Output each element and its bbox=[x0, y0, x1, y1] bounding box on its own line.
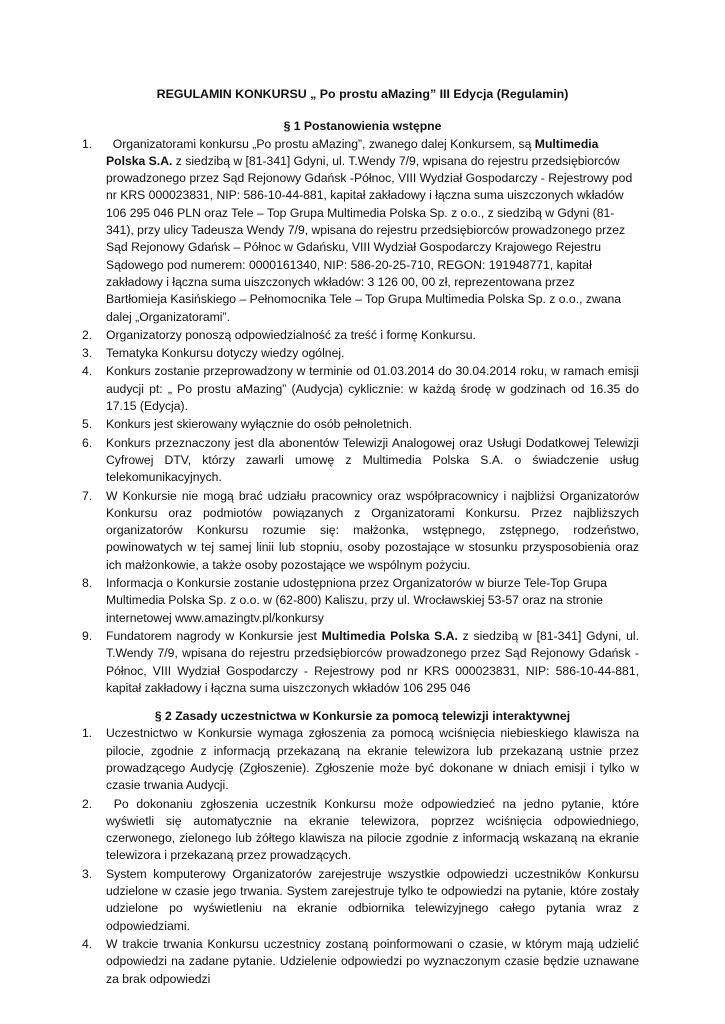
company-name: Multimedia Polska S.A. bbox=[321, 628, 458, 643]
item-text: System komputerowy Organizatorów zarejestruje wszystkie odpowiedzi uczestników Konkursu udzielone w czasie jego trwania. System zarejestruje tylko te odpowiedzi na pytanie, które zostały udzielone po wyświetleniu na ekranie odbiornika telewizyjnego całego pytania wraz z odpowiedziami. bbox=[106, 866, 639, 933]
list-item bbox=[82, 936, 639, 988]
item-text-pre: Organizatorami konkursu „Po prostu aMazing”, zwanego dalej Konkursem, są bbox=[106, 136, 535, 151]
section-1-list bbox=[82, 136, 639, 698]
section-2-list bbox=[82, 725, 639, 987]
list-item bbox=[82, 628, 639, 697]
item-number: 2. bbox=[82, 327, 93, 342]
section-2-heading: § 2 Zasady uczestnictwa w Konkursie za pomocą telewizji interaktywnej bbox=[154, 709, 571, 724]
list-item bbox=[82, 416, 639, 433]
list-item bbox=[82, 345, 639, 362]
item-number: 4. bbox=[82, 364, 93, 379]
item-number: 3. bbox=[82, 866, 93, 881]
item-number: 1. bbox=[82, 136, 93, 151]
item-number: 6. bbox=[82, 435, 93, 450]
item-text-pre: Fundatorem nagrody w Konkursie jest bbox=[106, 628, 322, 643]
item-text: Konkurs zostanie przeprowadzony w terminie od 01.03.2014 do 30.04.2014 roku, w ramach emisji audycji pt: „ Po prostu aMazing” (Audycja) cyklicznie: w każdą środę w godzinach od 16.35 do 17.15 (Edycja). bbox=[106, 364, 639, 414]
company-name: Multimedia Polska S.A. bbox=[106, 136, 599, 168]
item-number: 4. bbox=[82, 936, 93, 951]
list-item bbox=[82, 866, 639, 935]
item-text: W trakcie trwania Konkursu uczestnicy zostaną poinformowani o czasie, w którym mają udzielić odpowiedzi na zadane pytanie. Udzielenie odpowiedzi po wyznaczonym czasie będzie uznawane za brak odpowiedzi bbox=[106, 936, 639, 986]
item-number: 7. bbox=[82, 488, 93, 503]
list-item bbox=[82, 488, 639, 574]
item-number: 9. bbox=[82, 628, 93, 643]
item-text: Konkurs przeznaczony jest dla abonentów Telewizji Analogowej oraz Usługi Dodatkowej Telewizji Cyfrowej DTV, którzy zawarli umowę z Multimedia Polska S.A. o świadczenie usług telekomunikacyjnych. bbox=[106, 435, 639, 485]
list-item bbox=[82, 796, 639, 865]
list-item bbox=[82, 725, 639, 794]
item-number: 8. bbox=[82, 576, 93, 591]
item-number: 3. bbox=[82, 346, 93, 361]
list-item bbox=[82, 327, 639, 344]
list-item bbox=[82, 435, 639, 487]
item-text: Konkurs jest skierowany wyłącznie do osób pełnoletnich. bbox=[106, 417, 413, 432]
item-text: Tematyka Konkursu dotyczy wiedzy ogólnej. bbox=[106, 346, 345, 361]
section-1-heading: § 1 Postanowienia wstępne bbox=[283, 119, 442, 134]
item-text: Organizatorzy ponoszą odpowiedzialność za treść i formę Konkursu. bbox=[106, 327, 476, 342]
list-item bbox=[82, 575, 639, 627]
item-text-post: z siedzibą w [81-341] Gdyni, ul. T.Wendy 7/9, wpisana do rejestru przedsiębiorców prowadzonego przez Sąd Rejonowy Gdańsk -Północ, VIII Wydział Gospodarczy - Rejestrowy pod nr KRS 000023831, NIP: 586-10-44-881, kapitał zakładowy i łączna suma uiszczonych wkładów 106 295 046 bbox=[106, 628, 639, 695]
item-text: Po dokonaniu zgłoszenia uczestnik Konkursu może odpowiedzieć na jedno pytanie, które wyświetli się automatycznie na ekranie telewizora, poprzez wciśnięcia odpowiedniego, czerwonego, zielonego lub żółtego klawisza na pilocie zgodnie z informacją wskazaną na ekranie telewizora i przekazaną przez prowadzących. bbox=[106, 796, 639, 863]
item-text-post: z siedzibą w [81-341] Gdyni, ul. T.Wendy 7/9, wpisana do rejestru przedsiębiorców prowadzonego przez Sąd Rejonowy Gdańsk -Północ, VIII Wydział Gospodarczy - Rejestrowy pod nr KRS 000023831, NIP: 586-10-44-881, kapitał zakładowy i łączna suma uiszczonych wkładów 106 295 046 PLN oraz Tele – Top Grupa Multimedia Polska Sp. z o.o., z siedzibą w Gdyni (81-341), przy ulicy Tadeusza Wendy 7/9, wpisana do rejestru przedsiębiorców prowadzonego przez Sąd Rejonowy Gdańsk – Północ w Gdańsku, VIII Wydział Gospodarczy Krajowego Rejestru Sądowego pod numerem: 0000161340, NIP: 586-20-25-710, REGON: 191948771, kapitał zakładowy i łączna suma uiszczonych wkładów: 3 126 00, 00 zł, reprezentowana przez Bartłomieja Kasińskiego – Pełnomocnika Tele – Top Grupa Multimedia Polska Sp. z o.o., zwana dalej „Organizatorami”. bbox=[106, 153, 633, 324]
item-text: Uczestnictwo w Konkursie wymaga zgłoszenia za pomocą wciśnięcia niebieskiego klawisza na pilocie, zgodnie z informacją przekazaną na ekranie telewizora lub przekazaną ustnie przez prowadzącego Audycję (Zgłoszenie). Zgłoszenie może być dokonane w dniach emisji i tylko w czasie trwania Audycji. bbox=[106, 726, 639, 793]
item-number: 5. bbox=[82, 417, 93, 432]
item-number: 2. bbox=[82, 796, 93, 811]
item-text: Informacja o Konkursie zostanie udostępniona przez Organizatorów w biurze Tele-Top Grupa Multimedia Polska Sp. z o.o. w (62-800) Kaliszu, przy ul. Wrocławskiej 53-57 oraz na stronie internetowej www.amazingtv.pl/konkursy bbox=[106, 576, 608, 625]
item-text: W Konkursie nie mogą brać udziału pracownicy oraz współpracownicy i najbliżsi Organizatorów Konkursu oraz podmiotów powiązanych z Organizatorami Konkursu. Przez najbliższych organizatorów Konkursu rozumie się: małżonka, wstępnego, zstępnego, rodzeństwo, powinowatych w tej samej linii lub stopniu, osoby pozostające w stosunku przysposobienia oraz ich małżonkowie, a także osoby pozostające we wspólnym pożyciu. bbox=[106, 488, 639, 572]
item-number: 1. bbox=[82, 726, 93, 741]
list-item bbox=[82, 363, 639, 415]
list-item bbox=[82, 136, 639, 326]
document-title: REGULAMIN KONKURSU „ Po prostu aMazing” III Edycja (Regulamin) bbox=[156, 87, 569, 101]
